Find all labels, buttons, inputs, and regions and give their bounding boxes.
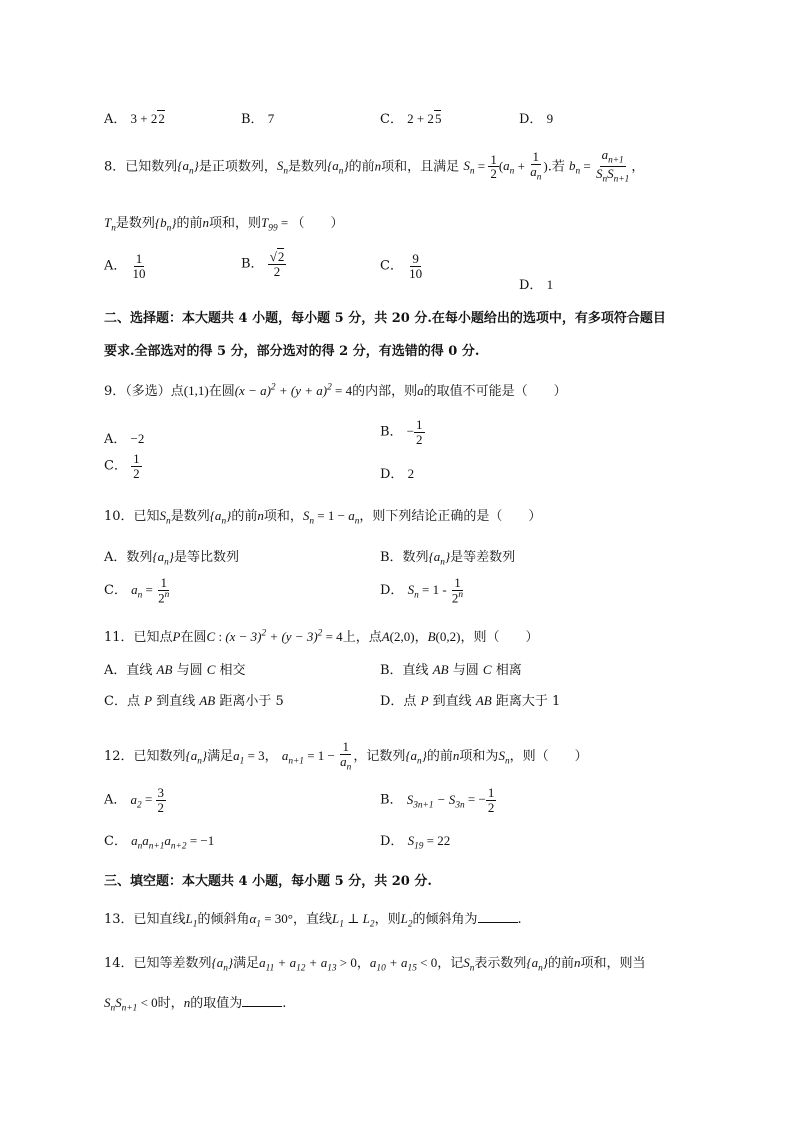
q11-stem: 11．已知点P在圆C : $(x - 3)^2 + (y - 3)^2 = 4$上，点A(2,0)，B(0,2)，则（ ） <box>104 628 539 645</box>
q14-stem-line1: 14．已知等差数列$\{a_n\}$满足$a_{11} + a_{12} + a_{13} > 0$，$a_{10} + a_{15} < 0$，记$S_n$表示数列$\{a_n\}$的前n项和，则当 <box>104 955 646 974</box>
q11-option-d[interactable]: D．点 P 到直线 AB 距离大于 1 <box>380 693 561 709</box>
q10-option-c[interactable]: C． $a_n$ = $\frac{1}{2^n}$ <box>104 575 170 605</box>
q7-option-a[interactable]: A． 3 + 22 <box>104 111 165 127</box>
q9-stem: 9．（多选）点(1,1)在圆$(x - a)^2 + (y + a)^2 = 4$的内部，则a的取值不可能是（ ） <box>104 382 567 399</box>
q8-option-d[interactable]: D． 1 <box>519 277 554 293</box>
q7-option-d[interactable]: D． 9 <box>519 111 554 127</box>
q12-option-b[interactable]: B． $S_{3n+1} - S_{3n}$ = − $\frac{1}{2}$ <box>380 785 495 815</box>
q8-stem-line1: 8．已知数列$\{a_n\}$是正项数列，$S_n$是数列$\{a_n\}$的前n项和，且满足 $S_n$ = $\frac{1}{2}$ ($a_n$ + $\frac{1}{a_n}$ ).若 $b_n$ = $\frac{a_{n+1}}{S_nS_{n+1}}$ ， <box>104 147 645 185</box>
q10-option-a[interactable]: A．数列$\{a_n\}$是等比数列 <box>104 549 239 568</box>
q14-stem-line2: $S_nS_{n+1} < 0$时，n的取值为 . <box>104 995 287 1014</box>
q10-option-b[interactable]: B．数列$\{a_n\}$是等差数列 <box>380 549 516 568</box>
q13-stem: 13．已知直线$L_1$的倾斜角$\alpha_1 = 30^\circ$，直线$L_1$ ⊥ $L_2$，则$L_2$的倾斜角为 . <box>104 911 522 930</box>
q10-stem: 10．已知$S_n$是数列$\{a_n\}$的前n项和，$S_n = 1 - a_n$，则下列结论正确的是（ ） <box>104 508 542 527</box>
q7-option-b[interactable]: B． 7 <box>241 111 275 127</box>
q11-option-b[interactable]: B．直线 AB 与圆 C 相离 <box>380 662 522 678</box>
q9-option-b[interactable]: B． − $\frac{1}{2}$ <box>380 417 423 447</box>
q8-stem-line2: $T_n$是数列$\{b_n\}$的前n项和，则$T_{99}$ = （ ） <box>104 215 344 234</box>
q9-option-a[interactable]: A． −2 <box>104 431 145 447</box>
q8-option-c[interactable]: C． $\frac{9}{10}$ <box>380 251 423 281</box>
section2-line1: 二、选择题：本大题共 4 小题，每小题 5 分，共 20 分.在每小题给出的选项中，有多项符合题目 <box>104 311 666 326</box>
section3-header: 三、填空题：本大题共 4 小题，每小题 5 分，共 20 分. <box>104 874 432 889</box>
q8-option-b[interactable]: B． $\frac{√2}{2}$ <box>241 249 285 279</box>
q11-option-c[interactable]: C．点 P 到直线 AB 距离小于 5 <box>104 693 284 709</box>
q7-options <box>104 108 165 127</box>
q11-option-a[interactable]: A．直线 AB 与圆 C 相交 <box>104 662 246 678</box>
q14-answer-blank[interactable] <box>242 994 282 1007</box>
q12-option-a[interactable]: A． $a_2$ = $\frac{3}{2}$ <box>104 785 165 815</box>
q8-option-a[interactable]: A． $\frac{1}{10}$ <box>104 251 146 281</box>
q9-option-d[interactable]: D． 2 <box>380 466 415 482</box>
q7-option-c[interactable]: C． 2 + 25 <box>380 111 442 127</box>
q12-option-d[interactable]: D． $S_{19} = 22$ <box>380 833 451 852</box>
q9-option-c[interactable]: C． $\frac{1}{2}$ <box>104 451 140 481</box>
section2-line2: 要求.全部选对的得 5 分，部分选对的得 2 分，有选错的得 0 分. <box>104 344 480 359</box>
q10-option-d[interactable]: D． $S_n = 1$ - $\frac{1}{2^n}$ <box>380 575 464 605</box>
q13-answer-blank[interactable] <box>478 910 518 923</box>
q12-stem: 12．已知数列$\{a_n\}$满足$a_1 = 3$， $a_{n+1} = 1$ − $\frac{1}{a_n}$ ，记数列$\{a_n\}$的前n项和为$S_n$，则（ ） <box>104 739 588 773</box>
q12-option-c[interactable]: C． $a_na_{n+1}a_{n+2} = -1$ <box>104 833 215 852</box>
